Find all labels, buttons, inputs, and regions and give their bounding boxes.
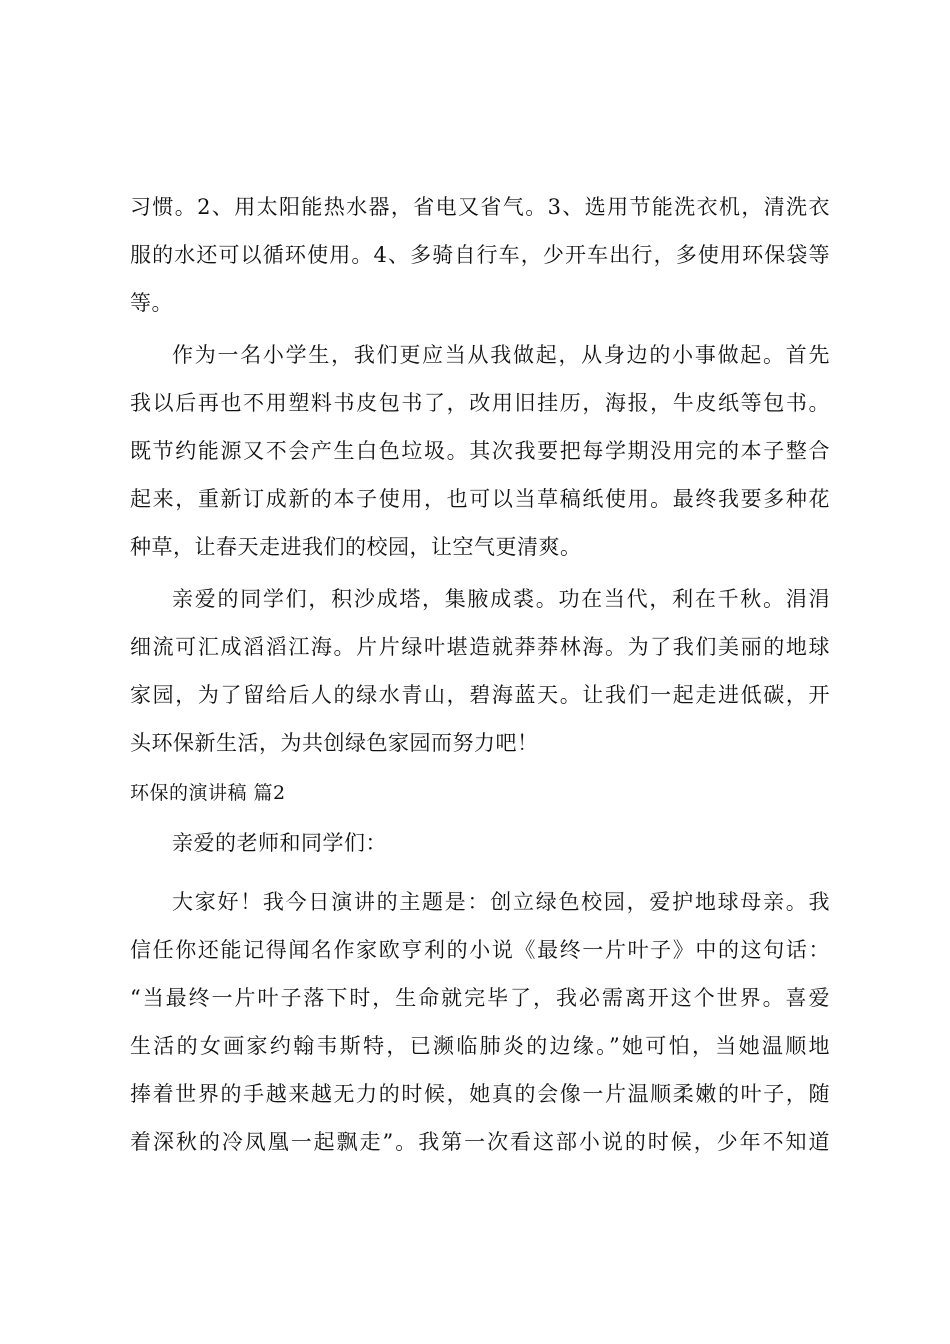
paragraph-line: 服的水还可以循环使用。4、多骑自行车，少开车出行，多使用环保袋等	[130, 243, 830, 267]
paragraph-line: 作为一名小学生，我们更应当从我做起，从身边的小事做起。首先	[172, 343, 830, 367]
paragraph-line: 信任你还能记得闻名作家欧亨利的小说《最终一片叶子》中的这句话：	[130, 938, 830, 962]
paragraph-line: 既节约能源又不会产生白色垃圾。其次我要把每学期没用完的本子整合	[130, 439, 830, 463]
paragraph-line: 习惯。2、用太阳能热水器，省电又省气。3、选用节能洗衣机，清洗衣	[130, 195, 830, 219]
paragraph-line: 捧着世界的手越来越无力的时候，她真的会像一片温顺柔嫩的叶子，随	[130, 1082, 830, 1106]
paragraph-line: 大家好！我今日演讲的主题是：创立绿色校园，爱护地球母亲。我	[172, 890, 830, 914]
paragraph-line: 着深秋的冷凤凰一起飘走”。我第一次看这部小说的时候，少年不知道	[130, 1130, 830, 1154]
paragraph-line: 亲爱的同学们，积沙成塔，集腋成裘。功在当代，利在千秋。涓涓	[172, 587, 830, 611]
paragraph-line: “当最终一片叶子落下时，生命就完毕了，我必需离开这个世界。喜爱	[130, 986, 830, 1010]
paragraph-line: 种草，让春天走进我们的校园，让空气更清爽。	[130, 535, 582, 559]
paragraph-line: 我以后再也不用塑料书皮包书了，改用旧挂历，海报，牛皮纸等包书。	[130, 391, 830, 415]
paragraph-line: 家园，为了留给后人的绿水青山，碧海蓝天。让我们一起走进低碳，开	[130, 683, 830, 707]
paragraph-line: 细流可汇成滔滔江海。片片绿叶堪造就莽莽林海。为了我们美丽的地球	[130, 635, 830, 659]
paragraph-line: 生活的女画家约翰韦斯特，已濒临肺炎的边缘。”她可怕，当她温顺地	[130, 1034, 830, 1058]
salutation: 亲爱的老师和同学们：	[172, 831, 387, 855]
paragraph-line: 等。	[130, 291, 173, 315]
paragraph-line: 起来，重新订成新的本子使用，也可以当草稿纸使用。最终我要多种花	[130, 487, 830, 511]
section-title: 环保的演讲稿 篇2	[130, 782, 286, 804]
paragraph-line: 头环保新生活，为共创绿色家园而努力吧！	[130, 731, 539, 755]
